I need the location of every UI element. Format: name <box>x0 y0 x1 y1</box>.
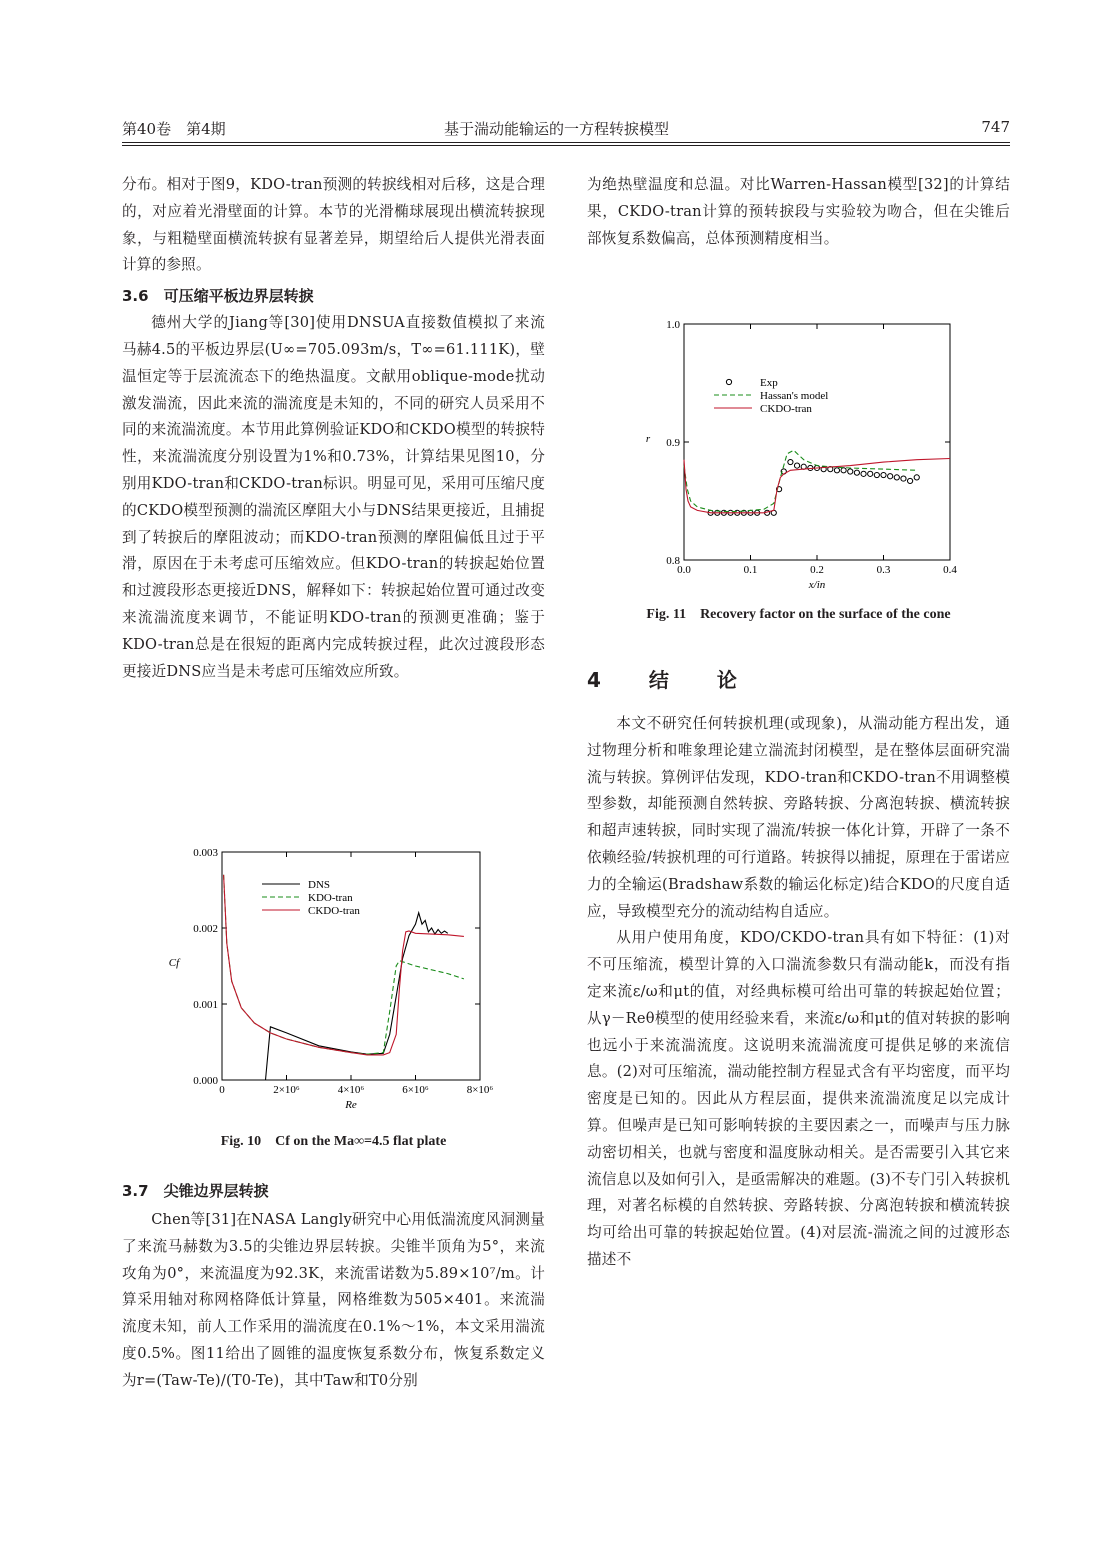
data-point <box>888 474 893 479</box>
legend-label: DNS <box>308 879 331 891</box>
paragraph: Chen等[31]在NASA Langly研究中心用低湍流度风洞测量了来流马赫数为3.5的尖锥边界层转捩。尖锥半顶角为5°，来流攻角为0°，来流温度为92.3K，来流雷诺数为5.89×10⁷/m。计算采用轴对称网格降低计算量，网格维数为505×401。来流湍流度未知，前人工作采用的湍流度在0.1%～1%，本文采用湍流度0.5%。图11给出了圆锥的温度恢复系数分布，恢复系数定义为r=(Taw-Te)/(T0-Te)，其中Taw和T0分别 <box>122 1211 545 1389</box>
x-tick-label: 6×10⁶ <box>402 1084 429 1096</box>
data-point <box>841 468 846 473</box>
paragraph: 从用户使用角度，KDO/CKDO-tran具有如下特征：(1)对不可压缩流，模型计算的入口湍流参数只有湍动能k，而没有指定来流ε/ω和μt的值，对经典标模可给出可靠的转捩起始位置；从γ－Reθ模型的使用经验来看，来流ε/ω和μt的值对转捩的影响也远小于来流湍流度。这说明来流湍流度可提供足够的来流信息。(2)对可压缩流，湍动能控制方程显式含有平均密度，而平均密度是已知的。因此从方程层面，提供来流湍流度足以完成计算。但噪声是已知可影响转捩的主要因素之一，而噪声与压力脉动密切相关，也就与密度和温度脉动相关。是否需要引入其它来流信息以及如何引入，是亟需解决的难题。(3)不专门引入转捩机理，对著名标模的自然转捩、旁路转捩、分离泡转捩和横流转捩均可给出可靠的转捩起始位置。(4)对层流-湍流之间的过渡形态描述不 <box>587 929 1010 1268</box>
x-tick-label: 0 <box>219 1084 225 1096</box>
header-title: 基于湍动能输运的一方程转捩模型 <box>444 120 670 138</box>
x-tick-label: 2×10⁶ <box>273 1084 300 1096</box>
legend-label: CKDO-tran <box>308 905 360 917</box>
x-tick-label: 0.4 <box>943 564 957 576</box>
data-point <box>788 459 793 464</box>
data-point <box>908 478 913 483</box>
header-left: 第40卷 第4期 <box>122 120 226 138</box>
right-column-bottom <box>587 664 1010 1274</box>
y-tick-label: 0.001 <box>193 999 218 1011</box>
paragraph: 本文不研究任何转捩机理(或现象)，从湍动能方程出发，通过物理分析和唯象理论建立湍流封闭模型，是在整体层面研究湍流与转捩。算例评估发现，KDO-tran和CKDO-tran不用调整模型参数，却能预测自然转捩、旁路转捩、分离泡转捩、横流转捩和超声速转捩，同时实现了湍流/转捩一体化计算，开辟了一条不依赖经验/转捩机理的可行道路。转捩得以捕捉，原理在于雷诺应力的全输运(Bradshaw系数的输运化标定)结合KDO的尺度自适应，导致模型充分的流动结构自适应。 <box>587 715 1010 920</box>
paragraph: 德州大学的Jiang等[30]使用DNSUA直接数值模拟了来流马赫4.5的平板边界层(U∞=705.093m/s，T∞=61.111K)，壁温恒定等于层流流态下的绝热温度。文献用oblique-mode扰动激发湍流，因此来流的湍流度是未知的，不同的研究人员采用不同的来流湍流度。本节用此算例验证KDO和CKDO模型的转捩特性，来流湍流度分别设置为1%和0.73%，计算结果见图10，分别用KDO-tran和CKDO-tran标识。明显可见，采用可压缩尺度的CKDO模型预测的湍流区摩阻大小与DNS结果更接近，且捕捉到了转捩后的摩阻波动；而KDO-tran预测的摩阻偏低且过于平滑，原因在于未考虑可压缩效应。但KDO-tran的转捩起始位置和过渡段形态更接近DNS，解释如下：转捩起始位置可通过改变来流湍流度来调节，不能证明KDO-tran的预测更准确；鉴于KDO-tran总是在很短的距离内完成转捩过程，此次过渡段形态更接近DNS应当是未考虑可压缩效应所致。 <box>122 314 545 680</box>
data-point <box>894 475 899 480</box>
header-rule <box>122 142 1010 143</box>
legend-label: Hassan's model <box>760 390 829 402</box>
x-tick-label: 8×10⁶ <box>466 1084 494 1096</box>
figure-11-caption: Fig. 11 Recovery factor on the surface of the cone <box>646 607 951 622</box>
section-heading: 3.7 尖锥边界层转捩 <box>122 1182 269 1200</box>
section-heading: 3.6 可压缩平板边界层转捩 <box>122 287 314 306</box>
y-axis-label: Cf <box>168 957 180 969</box>
y-tick-label: 0.9 <box>666 437 680 449</box>
x-tick-label: 0.2 <box>810 564 824 576</box>
left-column-top <box>122 172 545 685</box>
legend-label: CKDO-tran <box>760 403 812 415</box>
data-point <box>861 471 866 476</box>
x-tick-label: 0.0 <box>677 564 691 576</box>
x-tick-label: 4×10⁶ <box>337 1084 365 1096</box>
y-tick-label: 0.002 <box>193 923 218 935</box>
data-point <box>881 472 886 477</box>
legend-label: KDO-tran <box>308 892 353 904</box>
x-tick-label: 0.1 <box>743 564 758 576</box>
data-point <box>874 472 879 477</box>
figure-10-chart <box>150 840 530 1130</box>
section-heading: 4 结 论 <box>587 668 751 692</box>
data-point <box>901 476 906 481</box>
legend-marker <box>726 379 731 384</box>
y-tick-label: 0.8 <box>666 555 680 567</box>
paragraph: 为绝热壁温度和总温。对比Warren-Hassan模型[32]的计算结果，CKDO-tran计算的预转捩段与实验较为吻合，但在尖锥后部恢复系数偏高，总体预测精度相当。 <box>587 176 1010 247</box>
figure-10-caption: Fig. 10 Cf on the Ma∞=4.5 flat plate <box>220 1134 447 1149</box>
data-point <box>914 475 919 480</box>
data-point <box>854 470 859 475</box>
y-axis-label: r <box>645 433 651 445</box>
data-point <box>868 471 873 476</box>
header-rule-2 <box>122 145 1010 146</box>
data-point <box>834 468 839 473</box>
y-tick-label: 0.000 <box>193 1075 218 1087</box>
plot-frame <box>222 852 480 1080</box>
y-tick-label: 1.0 <box>666 319 680 331</box>
series-line <box>266 913 448 1080</box>
data-point <box>848 469 853 474</box>
x-axis-label: Re <box>345 1099 357 1111</box>
x-tick-label: 0.3 <box>876 564 891 576</box>
series-line <box>684 450 917 511</box>
x-axis-label: x/in <box>808 579 826 591</box>
data-point <box>794 463 799 468</box>
figure-11-chart <box>630 312 970 598</box>
legend-label: Exp <box>760 377 778 389</box>
y-tick-label: 0.003 <box>193 847 218 859</box>
left-column-bottom <box>122 1180 545 1395</box>
plot-frame <box>684 324 950 560</box>
right-column-top <box>587 172 1010 252</box>
paragraph: 分布。相对于图9，KDO-tran预测的转捩线相对后移，这是合理的，对应着光滑壁面的计算。本节的光滑椭球展现出横流转捩现象，与粗糙壁面横流转捩有显著差异，期望给后人提供光滑表面计算的参照。 <box>122 176 545 274</box>
page-number: 747 <box>981 118 1010 136</box>
